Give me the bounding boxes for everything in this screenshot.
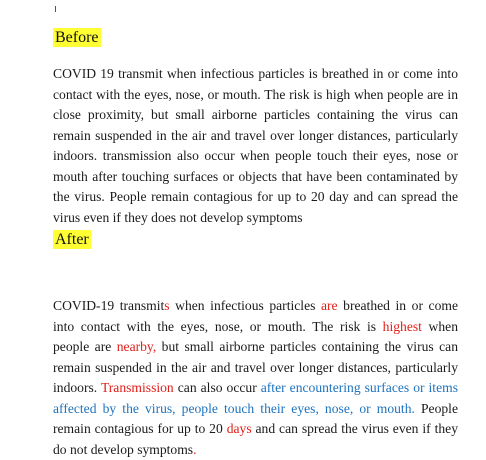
edit-highlight-red: s: [164, 298, 170, 313]
edit-highlight-red: highest: [382, 318, 422, 334]
before-label: Before: [55, 29, 99, 46]
after-text-segment: People remain contagious for up to 20: [53, 400, 458, 436]
edit-highlight-red: .: [193, 441, 197, 457]
after-text-segment: COVID-19 transmit: [53, 298, 165, 313]
edit-highlight-red: nearby,: [116, 339, 157, 354]
edit-highlight-blue: after encountering surfaces or items affected by the virus, people touch their eyes, nose, or mouth.: [53, 380, 458, 416]
after-paragraph: [53, 296, 458, 460]
edit-highlight-red: are: [320, 298, 338, 313]
after-text-segment: but small airborne particles containing the virus can remain suspended in the air and travel over longer distances, particularly indoors.: [53, 339, 458, 395]
after-text-segment: when infectious particles: [169, 298, 321, 313]
edit-highlight-red: days: [226, 421, 252, 436]
after-text-segment: breathed in or come into contact with the eyes, nose, or mouth. The risk is: [53, 298, 458, 334]
edit-highlight-red: Transmission: [100, 380, 174, 395]
text-cursor-mark: [55, 6, 56, 12]
after-text-segment: when people are: [53, 318, 459, 354]
after-text-segment: can also occur: [173, 380, 261, 395]
before-paragraph: COVID 19 transmit when infectious particles is breathed in or come into contact with the eyes, nose, or mouth. The risk is high when people are in close proximity, but small airborne particles containing the virus can remain suspended in the air and travel over longer distances, particularly indoors. transmission also occur when people touch their eyes, nose or mouth after touching surfaces or objects that have been contaminated by the virus. People remain contagious for up to 20 day and can spread the virus even if they does not develop symptoms: [53, 66, 458, 225]
after-text-segment: and can spread the virus even if they do not develop symptoms: [53, 421, 458, 457]
after-label: After: [55, 231, 89, 248]
